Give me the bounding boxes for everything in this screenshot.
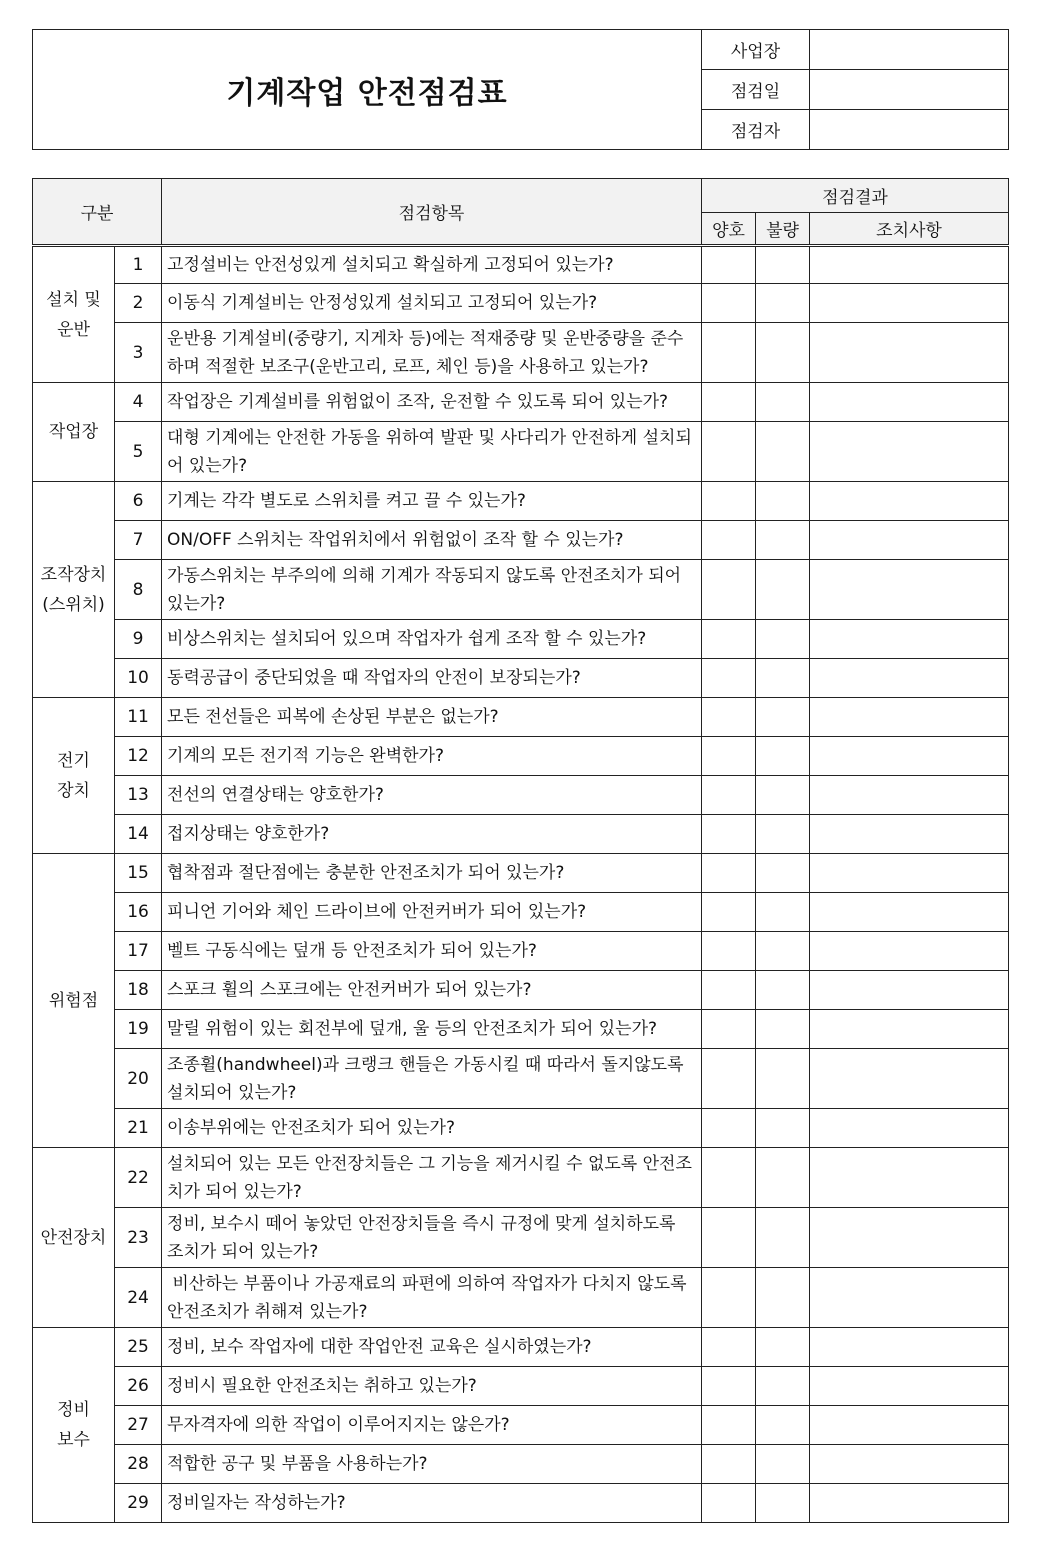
- bad-cell[interactable]: [756, 560, 810, 620]
- good-cell[interactable]: [702, 284, 756, 323]
- good-cell[interactable]: [702, 971, 756, 1010]
- action-cell[interactable]: [810, 1049, 1009, 1109]
- bad-cell[interactable]: [756, 971, 810, 1010]
- good-cell[interactable]: [702, 620, 756, 659]
- bad-cell[interactable]: [756, 1148, 810, 1208]
- check-item-text: 비산하는 부품이나 가공재료의 파편에 의하여 작업자가 다치지 않도록 안전조치가 취해져 있는가?: [162, 1268, 702, 1328]
- item-number: 18: [115, 971, 162, 1010]
- table-row: [33, 284, 1009, 323]
- category-cell: 조작장치 (스위치): [33, 482, 115, 698]
- check-item-text: 무자격자에 의한 작업이 이루어지지는 않은가?: [162, 1406, 702, 1445]
- item-number: 17: [115, 932, 162, 971]
- check-item-text: 적합한 공구 및 부품을 사용하는가?: [162, 1445, 702, 1484]
- table-row: [33, 560, 1009, 620]
- bad-cell[interactable]: [756, 932, 810, 971]
- workplace-field[interactable]: [810, 30, 1009, 70]
- action-cell[interactable]: [810, 482, 1009, 521]
- check-item-text: 작업장은 기계설비를 위험없이 조작, 운전할 수 있도록 되어 있는가?: [162, 383, 702, 422]
- item-number: 5: [115, 422, 162, 482]
- good-cell[interactable]: [702, 737, 756, 776]
- good-cell[interactable]: [702, 323, 756, 383]
- table-row: [33, 1049, 1009, 1109]
- action-cell[interactable]: [810, 1010, 1009, 1049]
- action-cell[interactable]: [810, 246, 1009, 284]
- bad-cell[interactable]: [756, 422, 810, 482]
- bad-cell[interactable]: [756, 737, 810, 776]
- check-item-text: ON/OFF 스위치는 작업위치에서 위험없이 조작 할 수 있는가?: [162, 521, 702, 560]
- check-item-text: 운반용 기계설비(중량기, 지게차 등)에는 적재중량 및 운반중량을 준수하며 적절한 보조구(운반고리, 로프, 체인 등)을 사용하고 있는가?: [162, 323, 702, 383]
- table-row: [33, 893, 1009, 932]
- bad-cell[interactable]: [756, 1484, 810, 1523]
- result-header: 점검결과: [702, 179, 1009, 213]
- action-cell[interactable]: [810, 893, 1009, 932]
- check-item-text: 기계는 각각 별도로 스위치를 켜고 끌 수 있는가?: [162, 482, 702, 521]
- good-cell[interactable]: [702, 1010, 756, 1049]
- table-row: [33, 323, 1009, 383]
- bad-cell[interactable]: [756, 482, 810, 521]
- action-cell[interactable]: [810, 1367, 1009, 1406]
- table-row: [33, 246, 1009, 284]
- check-item-text: 정비시 필요한 안전조치는 취하고 있는가?: [162, 1367, 702, 1406]
- check-item-text: 협착점과 절단점에는 충분한 안전조치가 되어 있는가?: [162, 854, 702, 893]
- good-cell[interactable]: [702, 698, 756, 737]
- check-item-text: 모든 전선들은 피복에 손상된 부분은 없는가?: [162, 698, 702, 737]
- bad-cell[interactable]: [756, 1208, 810, 1268]
- item-number: 1: [115, 246, 162, 284]
- good-cell[interactable]: [702, 1109, 756, 1148]
- item-number: 23: [115, 1208, 162, 1268]
- action-cell[interactable]: [810, 1148, 1009, 1208]
- check-item-text: 고정설비는 안전성있게 설치되고 확실하게 고정되어 있는가?: [162, 246, 702, 284]
- bad-cell[interactable]: [756, 620, 810, 659]
- good-cell[interactable]: [702, 1049, 756, 1109]
- item-number: 26: [115, 1367, 162, 1406]
- good-cell[interactable]: [702, 1148, 756, 1208]
- item-number: 16: [115, 893, 162, 932]
- bad-cell[interactable]: [756, 246, 810, 284]
- table-row: [33, 737, 1009, 776]
- table-row: [33, 620, 1009, 659]
- bad-cell[interactable]: [756, 1010, 810, 1049]
- table-row: [33, 422, 1009, 482]
- check-item-text: 이동식 기계설비는 안정성있게 설치되고 고정되어 있는가?: [162, 284, 702, 323]
- table-row: [33, 1148, 1009, 1208]
- action-cell[interactable]: [810, 1268, 1009, 1328]
- check-item-text: 기계의 모든 전기적 기능은 완벽한가?: [162, 737, 702, 776]
- action-cell[interactable]: [810, 620, 1009, 659]
- action-header: 조치사항: [810, 213, 1009, 246]
- table-row: [33, 482, 1009, 521]
- table-row: [33, 1484, 1009, 1523]
- check-item-text: 정비, 보수시 떼어 놓았던 안전장치들을 즉시 규정에 맞게 설치하도록 조치가 되어 있는가?: [162, 1208, 702, 1268]
- inspector-label: 점검자: [702, 110, 810, 150]
- good-cell[interactable]: [702, 776, 756, 815]
- bad-cell[interactable]: [756, 854, 810, 893]
- page-title: 기계작업 안전점검표: [33, 30, 702, 150]
- header-table: [32, 29, 1009, 150]
- category-cell: 안전장치: [33, 1148, 115, 1328]
- bad-cell[interactable]: [756, 323, 810, 383]
- item-number: 29: [115, 1484, 162, 1523]
- item-number: 2: [115, 284, 162, 323]
- good-header: 양호: [702, 213, 756, 246]
- action-cell[interactable]: [810, 284, 1009, 323]
- item-number: 4: [115, 383, 162, 422]
- action-cell[interactable]: [810, 521, 1009, 560]
- bad-cell[interactable]: [756, 1406, 810, 1445]
- bad-cell[interactable]: [756, 1049, 810, 1109]
- table-row: [33, 1109, 1009, 1148]
- check-item-text: 정비일자는 작성하는가?: [162, 1484, 702, 1523]
- inspector-field[interactable]: [810, 110, 1009, 150]
- action-cell[interactable]: [810, 1406, 1009, 1445]
- table-row: [33, 1268, 1009, 1328]
- category-cell: 작업장: [33, 383, 115, 482]
- good-cell[interactable]: [702, 1406, 756, 1445]
- table-row: [33, 971, 1009, 1010]
- good-cell[interactable]: [702, 1328, 756, 1367]
- table-row: [33, 659, 1009, 698]
- action-cell[interactable]: [810, 659, 1009, 698]
- check-item-text: 이송부위에는 안전조치가 되어 있는가?: [162, 1109, 702, 1148]
- action-cell[interactable]: [810, 1445, 1009, 1484]
- action-cell[interactable]: [810, 560, 1009, 620]
- item-number: 24: [115, 1268, 162, 1328]
- item-number: 6: [115, 482, 162, 521]
- good-cell[interactable]: [702, 560, 756, 620]
- bad-cell[interactable]: [756, 383, 810, 422]
- item-number: 27: [115, 1406, 162, 1445]
- item-number: 22: [115, 1148, 162, 1208]
- good-cell[interactable]: [702, 893, 756, 932]
- action-cell[interactable]: [810, 383, 1009, 422]
- category-header: 구분: [33, 179, 162, 246]
- item-number: 20: [115, 1049, 162, 1109]
- good-cell[interactable]: [702, 246, 756, 284]
- item-number: 7: [115, 521, 162, 560]
- table-row: [33, 776, 1009, 815]
- action-cell[interactable]: [810, 776, 1009, 815]
- table-row: [33, 1208, 1009, 1268]
- good-cell[interactable]: [702, 1208, 756, 1268]
- good-cell[interactable]: [702, 932, 756, 971]
- good-cell[interactable]: [702, 659, 756, 698]
- item-number: 8: [115, 560, 162, 620]
- bad-cell[interactable]: [756, 1268, 810, 1328]
- bad-cell[interactable]: [756, 1328, 810, 1367]
- good-cell[interactable]: [702, 521, 756, 560]
- bad-cell[interactable]: [756, 698, 810, 737]
- good-cell[interactable]: [702, 1445, 756, 1484]
- item-header: 점검항목: [162, 179, 702, 246]
- table-row: [33, 1328, 1009, 1367]
- item-number: 14: [115, 815, 162, 854]
- inspection-date-label: 점검일: [702, 70, 810, 110]
- table-row: [33, 932, 1009, 971]
- action-cell[interactable]: [810, 815, 1009, 854]
- action-cell[interactable]: [810, 737, 1009, 776]
- bad-cell[interactable]: [756, 1109, 810, 1148]
- workplace-label: 사업장: [702, 30, 810, 70]
- table-row: [33, 1367, 1009, 1406]
- action-cell[interactable]: [810, 323, 1009, 383]
- bad-cell[interactable]: [756, 521, 810, 560]
- category-cell: 정비 보수: [33, 1328, 115, 1523]
- check-item-text: 비상스위치는 설치되어 있으며 작업자가 쉽게 조작 할 수 있는가?: [162, 620, 702, 659]
- good-cell[interactable]: [702, 482, 756, 521]
- table-row: [33, 815, 1009, 854]
- action-cell[interactable]: [810, 1328, 1009, 1367]
- action-cell[interactable]: [810, 932, 1009, 971]
- check-item-text: 동력공급이 중단되었을 때 작업자의 안전이 보장되는가?: [162, 659, 702, 698]
- checklist-table: [32, 178, 1009, 1523]
- bad-cell[interactable]: [756, 284, 810, 323]
- bad-cell[interactable]: [756, 815, 810, 854]
- check-item-text: 설치되어 있는 모든 안전장치들은 그 기능을 제거시킬 수 없도록 안전조치가 되어 있는가?: [162, 1148, 702, 1208]
- table-row: [33, 1406, 1009, 1445]
- table-row: [33, 521, 1009, 560]
- category-cell: 설치 및 운반: [33, 246, 115, 383]
- table-row: [33, 383, 1009, 422]
- action-cell[interactable]: [810, 422, 1009, 482]
- table-row: [33, 698, 1009, 737]
- good-cell[interactable]: [702, 1484, 756, 1523]
- good-cell[interactable]: [702, 854, 756, 893]
- table-row: [33, 1445, 1009, 1484]
- check-item-text: 피니언 기어와 체인 드라이브에 안전커버가 되어 있는가?: [162, 893, 702, 932]
- action-cell[interactable]: [810, 1208, 1009, 1268]
- check-item-text: 스포크 휠의 스포크에는 안전커버가 되어 있는가?: [162, 971, 702, 1010]
- item-number: 25: [115, 1328, 162, 1367]
- action-cell[interactable]: [810, 1109, 1009, 1148]
- item-number: 12: [115, 737, 162, 776]
- category-cell: 전기 장치: [33, 698, 115, 854]
- check-item-text: 전선의 연결상태는 양호한가?: [162, 776, 702, 815]
- check-item-text: 벨트 구동식에는 덮개 등 안전조치가 되어 있는가?: [162, 932, 702, 971]
- item-number: 13: [115, 776, 162, 815]
- table-row: [33, 1010, 1009, 1049]
- item-number: 11: [115, 698, 162, 737]
- check-item-text: 정비, 보수 작업자에 대한 작업안전 교육은 실시하였는가?: [162, 1328, 702, 1367]
- good-cell[interactable]: [702, 422, 756, 482]
- action-cell[interactable]: [810, 854, 1009, 893]
- check-item-text: 조종휠(handwheel)과 크랭크 핸들은 가동시킬 때 따라서 돌지않도록 설치되어 있는가?: [162, 1049, 702, 1109]
- bad-cell[interactable]: [756, 1445, 810, 1484]
- item-number: 9: [115, 620, 162, 659]
- action-cell[interactable]: [810, 1484, 1009, 1523]
- good-cell[interactable]: [702, 1268, 756, 1328]
- good-cell[interactable]: [702, 815, 756, 854]
- item-number: 19: [115, 1010, 162, 1049]
- item-number: 3: [115, 323, 162, 383]
- inspection-date-field[interactable]: [810, 70, 1009, 110]
- bad-header: 불량: [756, 213, 810, 246]
- action-cell[interactable]: [810, 698, 1009, 737]
- good-cell[interactable]: [702, 1367, 756, 1406]
- check-item-text: 말릴 위험이 있는 회전부에 덮개, 울 등의 안전조치가 되어 있는가?: [162, 1010, 702, 1049]
- item-number: 10: [115, 659, 162, 698]
- action-cell[interactable]: [810, 971, 1009, 1010]
- bad-cell[interactable]: [756, 1367, 810, 1406]
- good-cell[interactable]: [702, 383, 756, 422]
- check-item-text: 접지상태는 양호한가?: [162, 815, 702, 854]
- bad-cell[interactable]: [756, 659, 810, 698]
- item-number: 28: [115, 1445, 162, 1484]
- check-item-text: 가동스위치는 부주의에 의해 기계가 작동되지 않도록 안전조치가 되어 있는가?: [162, 560, 702, 620]
- item-number: 21: [115, 1109, 162, 1148]
- bad-cell[interactable]: [756, 893, 810, 932]
- category-cell: 위험점: [33, 854, 115, 1148]
- item-number: 15: [115, 854, 162, 893]
- bad-cell[interactable]: [756, 776, 810, 815]
- table-row: [33, 854, 1009, 893]
- check-item-text: 대형 기계에는 안전한 가동을 위하여 발판 및 사다리가 안전하게 설치되어 있는가?: [162, 422, 702, 482]
